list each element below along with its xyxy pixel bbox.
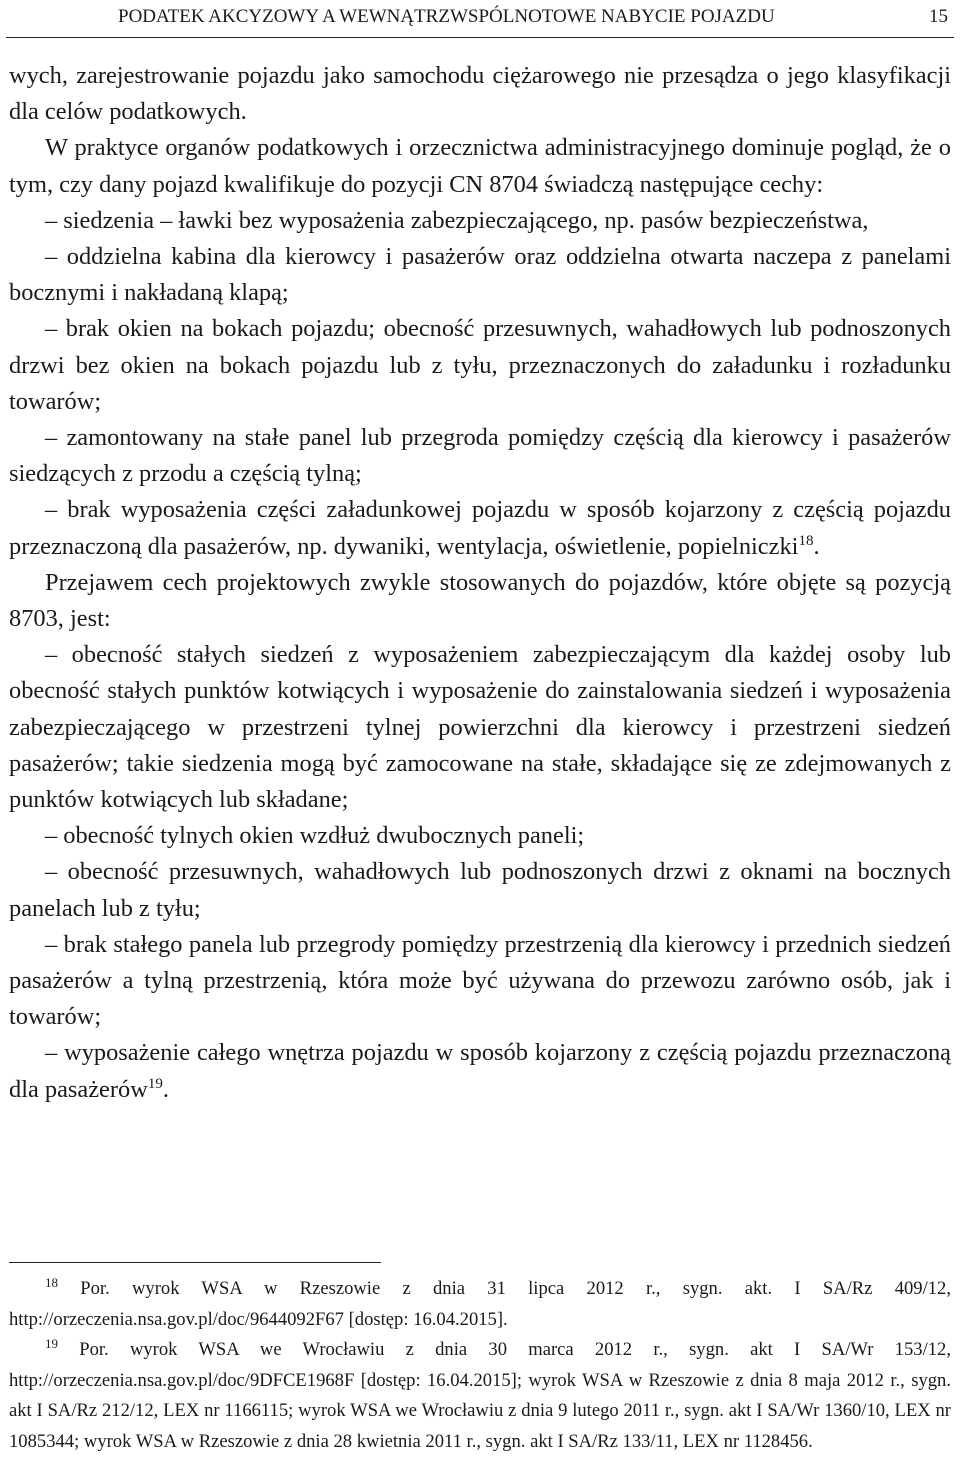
- list-item: – obecność tylnych okien wzdłuż dwubocznych paneli;: [45, 822, 585, 850]
- list-item: – siedzenia – ławki bez wyposażenia zabezpieczającego, np. pasów bezpieczeństwa,: [45, 206, 869, 234]
- footnote-text: Por. wyrok WSA w Rzeszowie z dnia 31 lipca 2012 r., sygn. akt. I SA/Rz 409/12, http://orzeczenia.nsa.gov.pl/doc/9644092F67 [dostęp: 16.04.2015].: [9, 1278, 951, 1330]
- punctuation: .: [162, 1075, 169, 1103]
- list-item-text: – brak wyposażenia części załadunkowej pojazdu w sposób kojarzony z częścią pojazdu przeznaczoną dla pasażerów, np. dywaniki, wentylacja, oświetlenie, popielniczki: [9, 496, 951, 560]
- list-item: – brak stałego panela lub przegrody pomiędzy przestrzenią dla kierowcy i przednich siedzeń pasażerów a tylną przestrzenią, która może być używana do przewozu zarówno osób, jak i towarów;: [9, 930, 951, 1031]
- list-item: – brak okien na bokach pojazdu; obecność przesuwnych, wahadłowych lub podnoszonych drzwi bez okien na bokach pojazdu lub z tyłu, przeznaczonych do załadunku i rozładunku towarów;: [9, 315, 951, 415]
- footnote-marker: 18: [45, 1274, 58, 1290]
- footnote-marker: 19: [45, 1335, 58, 1351]
- body-text: [9, 58, 951, 1108]
- list-item: [9, 492, 951, 564]
- list-item: [9, 1035, 951, 1107]
- list-item-text: – wyposażenie całego wnętrza pojazdu w sposób kojarzony z częścią pojazdu przeznaczoną dla pasażerów: [9, 1039, 951, 1103]
- page-number: 15: [929, 6, 948, 27]
- footnote: [9, 1274, 951, 1335]
- list-item: – obecność przesuwnych, wahadłowych lub podnoszonych drzwi z oknami na bocznych panelach lub z tyłu;: [9, 858, 951, 922]
- header-title: PODATEK AKCYZOWY A WEWNĄTRZWSPÓLNOTOWE NABYCIE POJAZDU: [118, 6, 775, 27]
- footnote-ref[interactable]: 18: [798, 532, 814, 549]
- footnotes: [9, 1274, 951, 1457]
- paragraph: Przejawem cech projektowych zwykle stosowanych do pojazdów, które objęte są pozycją 8703, jest:: [9, 568, 951, 633]
- footnote-rule: [9, 1262, 381, 1263]
- list-item: – obecność stałych siedzeń z wyposażeniem zabezpieczającym dla każdej osoby lub obecność stałych punktów kotwiących i wyposażenie do zainstalowania siedzeń i wyposażenia zabezpieczającego w przestrzeni tylnej powierzchni dla kierowcy i przestrzeni siedzeń pasażerów; takie siedzenia mogą być zamocowane na stałe, składające się ze zdejmowanych z punktów kotwiących lub składane;: [9, 641, 951, 814]
- footnote: [9, 1335, 951, 1457]
- paragraph: W praktyce organów podatkowych i orzecznictwa administracyjnego dominuje pogląd, że o tym, czy dany pojazd kwalifikuje do pozycji CN 8704 świadczą następujące cechy:: [9, 134, 951, 198]
- header-rule: [6, 37, 954, 38]
- paragraph: wych, zarejestrowanie pojazdu jako samochodu ciężarowego nie przesądza o jego klasyfikacji dla celów podatkowych.: [9, 62, 951, 126]
- list-item: – oddzielna kabina dla kierowcy i pasażerów oraz oddzielna otwarta naczepa z panelami bocznymi i nakładaną klapą;: [9, 243, 951, 307]
- running-header: [118, 0, 954, 34]
- list-item: – zamontowany na stałe panel lub przegroda pomiędzy częścią dla kierowcy i pasażerów siedzących z przodu a częścią tylną;: [9, 424, 951, 488]
- punctuation: .: [813, 532, 820, 560]
- footnote-ref[interactable]: 19: [147, 1075, 163, 1092]
- footnote-text: Por. wyrok WSA we Wrocławiu z dnia 30 marca 2012 r., sygn. akt I SA/Wr 153/12, http://orzeczenia.nsa.gov.pl/doc/9DFCE1968F [dostęp: 16.04.2015]; wyrok WSA w Rzeszowie z dnia 8 maja 2012 r., sygn. akt I SA/Rz 212/12, LEX nr 1166115; wyrok WSA we Wrocławiu z dnia 9 lutego 2011 r., sygn. akt I SA/Wr 1360/10, LEX nr 1085344; wyrok WSA w Rzeszowie z dnia 28 kwietnia 2011 r., sygn. akt I SA/Rz 133/11, LEX nr 1128456.: [9, 1339, 951, 1452]
